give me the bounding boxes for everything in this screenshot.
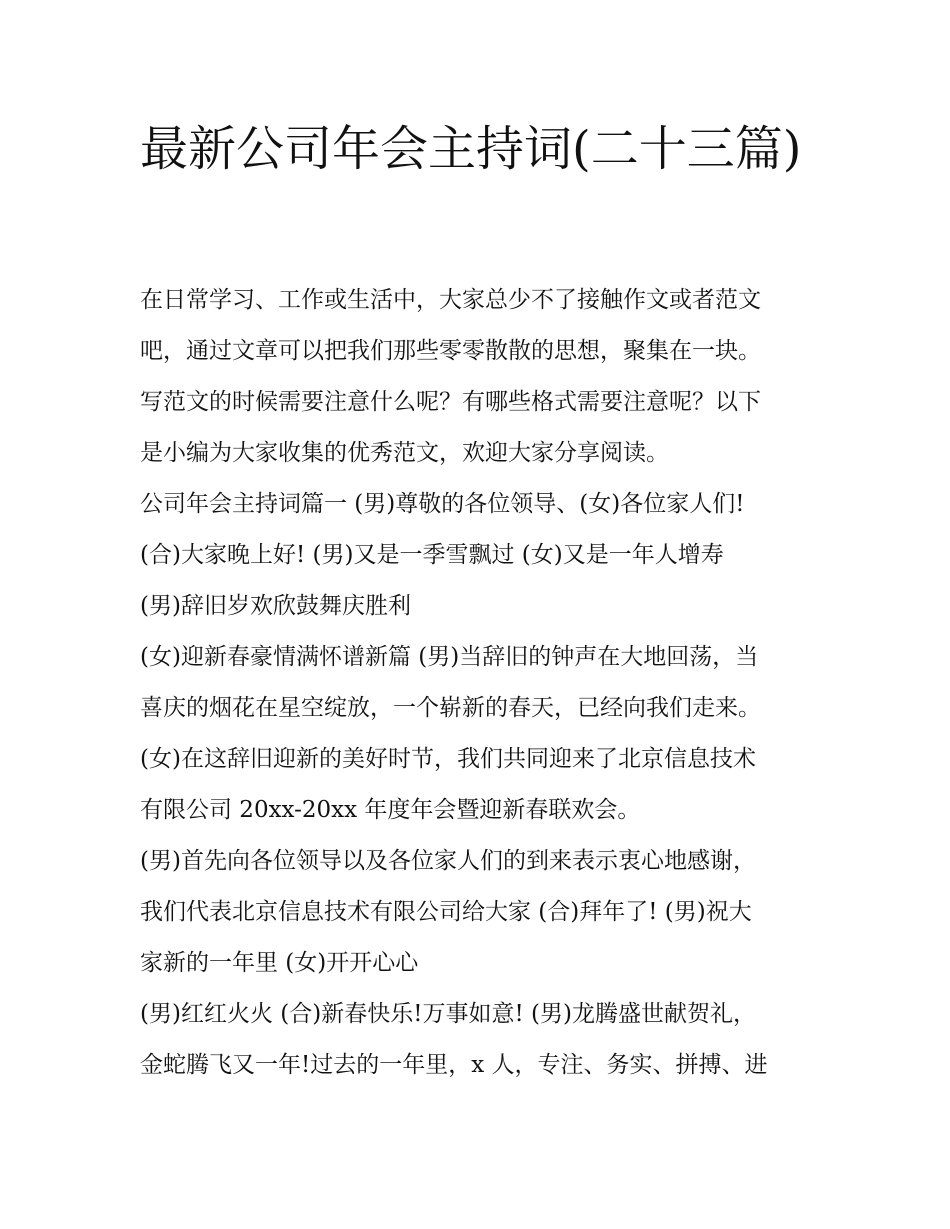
body-line: 吧，通过文章可以把我们那些零零散散的思想，聚集在一块。 — [140, 338, 761, 364]
body-line: 金蛇腾飞又一年!过去的一年里，x 人，专注、务实、拼搏、进 — [140, 1052, 768, 1078]
body-line: 写范文的时候需要注意什么呢？有哪些格式需要注意呢？以下 — [140, 389, 761, 415]
document-title: 最新公司年会主持词(二十三篇) — [140, 121, 802, 177]
body-line: (合)大家晚上好! (男)又是一季雪飘过 (女)又是一年人增寿 — [140, 542, 724, 568]
body-line: (男)首先向各位领导以及各位家人们的到来表示衷心地感谢， — [140, 848, 756, 874]
document-body — [140, 278, 830, 1094]
body-line: 有限公司 20xx-20xx 年度年会暨迎新春联欢会。 — [140, 797, 641, 823]
body-line: 喜庆的烟花在星空绽放，一个崭新的春天，已经向我们走来。 — [140, 695, 761, 721]
body-line: 我们代表北京信息技术有限公司给大家 (合)拜年了! (男)祝大 — [140, 899, 752, 925]
body-line: 公司年会主持词篇一 (男)尊敬的各位领导、(女)各位家人们! — [140, 491, 745, 517]
body-line: (男)辞旧岁欢欣鼓舞庆胜利 — [140, 593, 411, 619]
body-line: (男)红红火火 (合)新春快乐!万事如意! (男)龙腾盛世献贺礼， — [140, 1001, 756, 1027]
body-line: (女)在这辞旧迎新的美好时节，我们共同迎来了北京信息技术 — [140, 746, 756, 772]
body-line: (女)迎新春豪情满怀谱新篇 (男)当辞旧的钟声在大地回荡，当 — [140, 644, 759, 670]
body-line: 家新的一年里 (女)开开心心 — [140, 950, 419, 976]
body-line: 是小编为大家收集的优秀范文，欢迎大家分享阅读。 — [140, 440, 669, 466]
body-line: 在日常学习、工作或生活中，大家总少不了接触作文或者范文 — [140, 287, 761, 313]
